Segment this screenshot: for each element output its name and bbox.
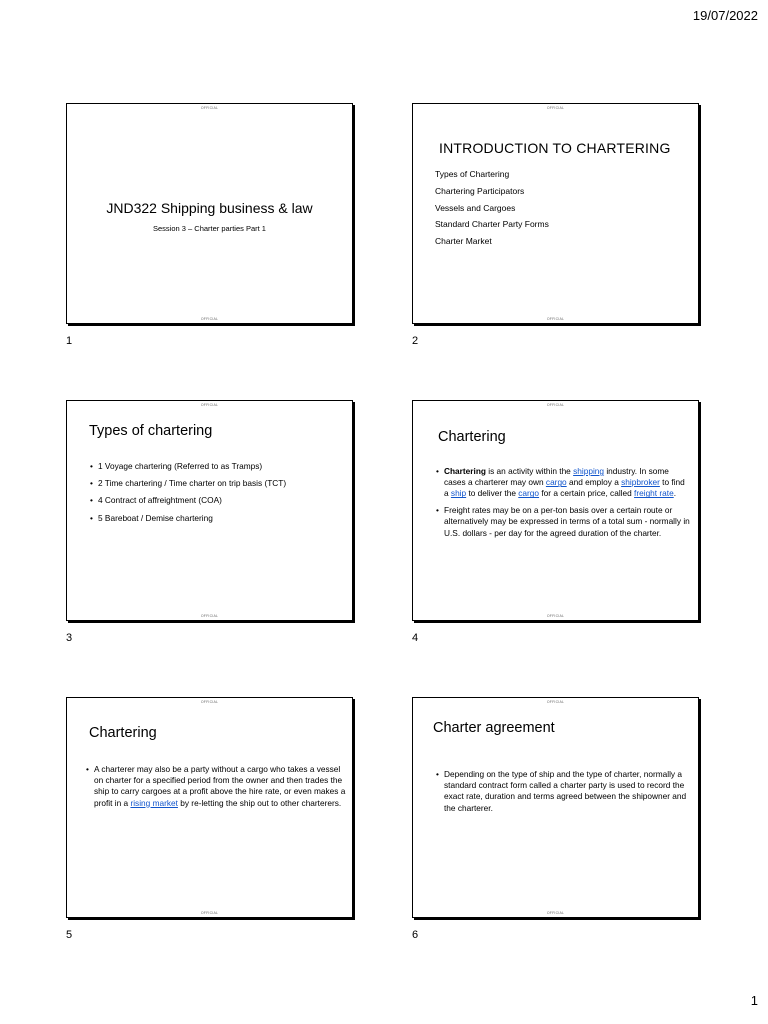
bullet-list	[435, 466, 691, 544]
link-ship[interactable]: ship	[450, 488, 467, 499]
official-marking-bottom: OFFICIAL	[200, 317, 219, 321]
slide-number: 4	[412, 632, 419, 644]
link-shipping[interactable]: shipping	[573, 466, 605, 476]
list-item: Charter Market	[435, 236, 492, 247]
official-marking-top: OFFICIAL	[546, 700, 565, 704]
slide-6	[412, 697, 699, 918]
list-item: • Chartering is an activity within the shipping industry. In some cases a charterer may own cargo and employ a shipbroker to find a ship to deliver the cargo for a certain price, called freight rate.	[435, 466, 691, 500]
page-number: 1	[750, 993, 758, 1008]
slide-3	[66, 400, 353, 621]
list-item: • A charterer may also be a party without a cargo who takes a vessel on charter for a specified period from the owner and then trades the ship to carry cargoes at a profit above the hire rate, or even makes a profit in a rising market by re-letting the ship out to other charterers.	[85, 764, 347, 809]
list-item: • 2 Time chartering / Time charter on trip basis (TCT)	[89, 478, 349, 489]
list-item: • 4 Contract of affreightment (COA)	[89, 495, 349, 506]
list-item: • Depending on the type of ship and the type of charter, normally a standard contract form called a charter party is used to record the exact rate, duration and terms agreed between the shipowner and the charterer.	[435, 769, 697, 814]
slide-title: Chartering	[89, 725, 157, 741]
slide-4	[412, 400, 699, 621]
slide-number: 1	[66, 335, 73, 347]
link-shipbroker[interactable]: shipbroker	[621, 477, 660, 488]
link-cargo[interactable]: cargo	[545, 477, 567, 488]
list-item: Standard Charter Party Forms	[435, 219, 549, 230]
list-item: Vessels and Cargoes	[435, 202, 516, 213]
official-marking-top: OFFICIAL	[546, 403, 565, 407]
official-marking-top: OFFICIAL	[200, 403, 219, 407]
link-freight-rate[interactable]: freight rate	[634, 488, 674, 499]
official-marking-bottom: OFFICIAL	[546, 317, 565, 321]
bullet-list	[89, 461, 349, 530]
slide-title: Charter agreement	[433, 720, 555, 736]
bold-term: Chartering	[444, 466, 486, 476]
list-item: • 5 Bareboat / Demise chartering	[89, 513, 349, 524]
slide-2	[412, 103, 699, 324]
official-marking-bottom: OFFICIAL	[200, 614, 219, 618]
list-item: • Freight rates may be on a per-ton basis over a certain route or alternatively may be expressed in terms of a total sum - normally in U.S. dollars - per day for the agreed duration of the charter.	[435, 505, 691, 539]
slide-title: Types of chartering	[89, 423, 213, 439]
slide-title: Chartering	[438, 429, 506, 445]
official-marking-top: OFFICIAL	[200, 106, 219, 110]
slide-5	[66, 697, 353, 918]
slide-number: 6	[412, 929, 419, 941]
official-marking-top: OFFICIAL	[546, 106, 565, 110]
slide-title: JND322 Shipping business & law	[106, 200, 313, 216]
slide-number: 2	[412, 335, 419, 347]
page-date: 19/07/2022	[692, 8, 758, 23]
slide-subtitle: Session 3 – Charter parties Part 1	[153, 224, 266, 233]
bullet-list	[85, 764, 347, 814]
slide-title: INTRODUCTION TO CHARTERING	[439, 140, 671, 156]
link-cargo[interactable]: cargo	[518, 488, 540, 499]
list-item: Chartering Participators	[435, 185, 525, 196]
link-rising-market[interactable]: rising market	[130, 797, 178, 808]
topic-list	[435, 166, 549, 250]
official-marking-top: OFFICIAL	[200, 700, 219, 704]
list-item: Types of Chartering	[435, 169, 510, 179]
official-marking-bottom: OFFICIAL	[546, 614, 565, 618]
slide-number: 3	[66, 632, 73, 644]
official-marking-bottom: OFFICIAL	[546, 911, 565, 915]
slide-number: 5	[66, 929, 73, 941]
slide-1	[66, 103, 353, 324]
bullet-list	[435, 769, 697, 819]
official-marking-bottom: OFFICIAL	[200, 911, 219, 915]
list-item: • 1 Voyage chartering (Referred to as Tramps)	[89, 461, 349, 472]
